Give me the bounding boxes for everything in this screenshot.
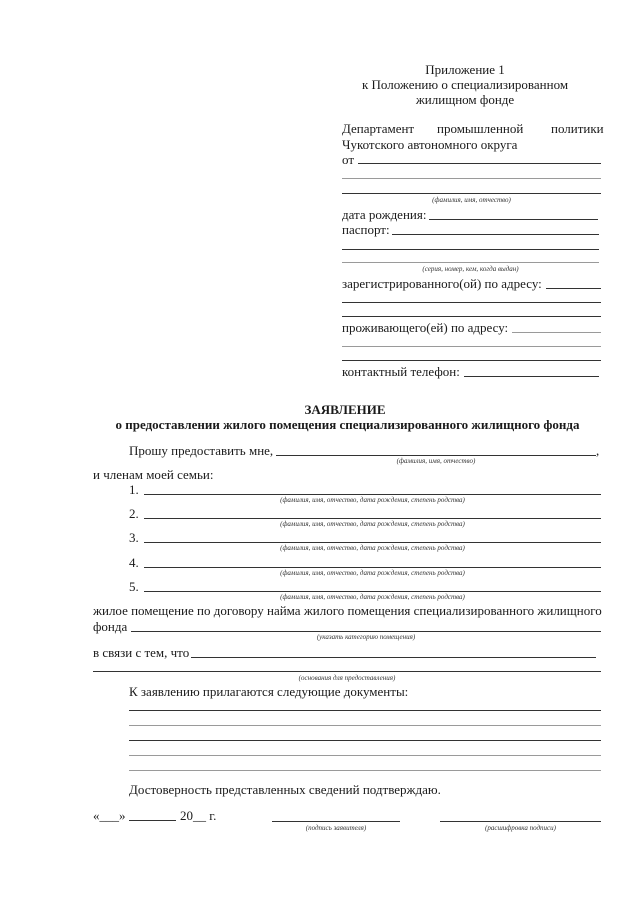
family-member-field[interactable] xyxy=(144,591,601,592)
documents-field-line[interactable] xyxy=(129,755,601,756)
birth-date-label: дата рождения: xyxy=(342,207,427,222)
registered-address-line-3[interactable] xyxy=(342,316,601,317)
date-day: «___» xyxy=(93,808,126,823)
signature-caption: (подпись заявителя) xyxy=(305,824,367,832)
family-member-field[interactable] xyxy=(144,567,601,568)
confirmation-text: Достоверность представленных сведений подтверждаю. xyxy=(129,782,441,797)
premises-category-caption: (указать категорию помещения) xyxy=(316,633,416,641)
phone-label: контактный телефон: xyxy=(342,364,460,379)
family-member-caption: (фамилия, имя, отчество, дата рождения, степень родства) xyxy=(280,569,465,577)
passport-field-line-2[interactable] xyxy=(342,249,599,250)
documents-field-line[interactable] xyxy=(129,725,601,726)
date-month-field[interactable] xyxy=(129,820,176,821)
reason-field[interactable] xyxy=(191,657,596,658)
registered-address-field[interactable] xyxy=(546,288,601,289)
registered-address-label: зарегистрированного(ой) по адресу: xyxy=(342,276,542,291)
from-label: от xyxy=(342,152,355,167)
family-member-caption: (фамилия, имя, отчество, дата рождения, степень родства) xyxy=(280,496,465,504)
family-member-number: 1. xyxy=(129,482,139,497)
family-label: и членам моей семьи: xyxy=(93,467,214,482)
fio-caption: (фамилия, имя, отчество) xyxy=(432,196,511,204)
reason-field-line-2[interactable] xyxy=(93,671,601,672)
signature-decryption-caption: (расшифровка подписи) xyxy=(485,824,556,832)
family-member-field[interactable] xyxy=(144,518,601,519)
family-member-caption: (фамилия, имя, отчество, дата рождения, степень родства) xyxy=(280,520,465,528)
applicant-name-caption: (фамилия, имя, отчество) xyxy=(396,457,476,465)
family-member-caption: (фамилия, имя, отчество, дата рождения, степень родства) xyxy=(280,544,465,552)
phone-field[interactable] xyxy=(464,376,599,377)
request-label: Прошу предоставить мне, xyxy=(129,443,274,458)
department-word-3: политики xyxy=(551,121,604,136)
registered-address-line-2[interactable] xyxy=(342,302,601,303)
premises-category-field[interactable] xyxy=(131,631,601,632)
appendix-title: Приложение 1 xyxy=(425,62,505,77)
department-word-1: Департамент xyxy=(342,121,415,136)
from-field-line-3[interactable] xyxy=(342,193,601,194)
department-word-2: промышленной xyxy=(437,121,524,136)
documents-field-line[interactable] xyxy=(129,740,601,741)
family-member-number: 5. xyxy=(129,579,139,594)
family-member-number: 4. xyxy=(129,555,139,570)
passport-label: паспорт: xyxy=(342,222,390,237)
department-region: Чукотского автономного округа xyxy=(342,137,518,152)
documents-field-line[interactable] xyxy=(129,770,601,771)
living-address-label: проживающего(ей) по адресу: xyxy=(342,320,509,335)
from-field-line-2[interactable] xyxy=(342,178,601,179)
documents-label: К заявлению прилагаются следующие документы: xyxy=(129,684,409,699)
from-field[interactable] xyxy=(358,163,601,164)
statement-subtitle: о предоставлении жилого помещения специализированного жилищного фонда xyxy=(115,417,580,432)
appendix-subtitle-2: жилищном фонде xyxy=(415,92,515,107)
signature-field[interactable] xyxy=(272,821,400,822)
passport-field-line-3[interactable] xyxy=(342,262,599,263)
fund-label: фонда xyxy=(93,619,128,634)
reason-label: в связи с тем, что xyxy=(93,645,190,660)
request-comma: , xyxy=(596,443,600,458)
birth-date-field[interactable] xyxy=(429,219,598,220)
living-address-line-3[interactable] xyxy=(342,360,601,361)
family-member-field[interactable] xyxy=(144,542,601,543)
appendix-subtitle: к Положению о специализированном xyxy=(361,77,569,92)
family-member-number: 2. xyxy=(129,506,139,521)
living-address-field[interactable] xyxy=(512,332,601,333)
date-year: 20__ г. xyxy=(180,808,217,823)
living-address-line-2[interactable] xyxy=(342,346,601,347)
reason-caption: (основания для предоставления) xyxy=(298,674,396,682)
passport-caption: (серия, номер, кем, когда выдан) xyxy=(422,265,519,273)
family-member-caption: (фамилия, имя, отчество, дата рождения, степень родства) xyxy=(280,593,465,601)
applicant-name-field[interactable] xyxy=(276,455,596,456)
statement-title: ЗАЯВЛЕНИЕ xyxy=(304,402,386,417)
premises-text: жилое помещение по договору найма жилого помещения специализированного жилищного xyxy=(93,603,602,618)
signature-decryption-field[interactable] xyxy=(440,821,601,822)
passport-field[interactable] xyxy=(392,234,599,235)
documents-field-line[interactable] xyxy=(129,710,601,711)
family-member-field[interactable] xyxy=(144,494,601,495)
family-member-number: 3. xyxy=(129,530,139,545)
